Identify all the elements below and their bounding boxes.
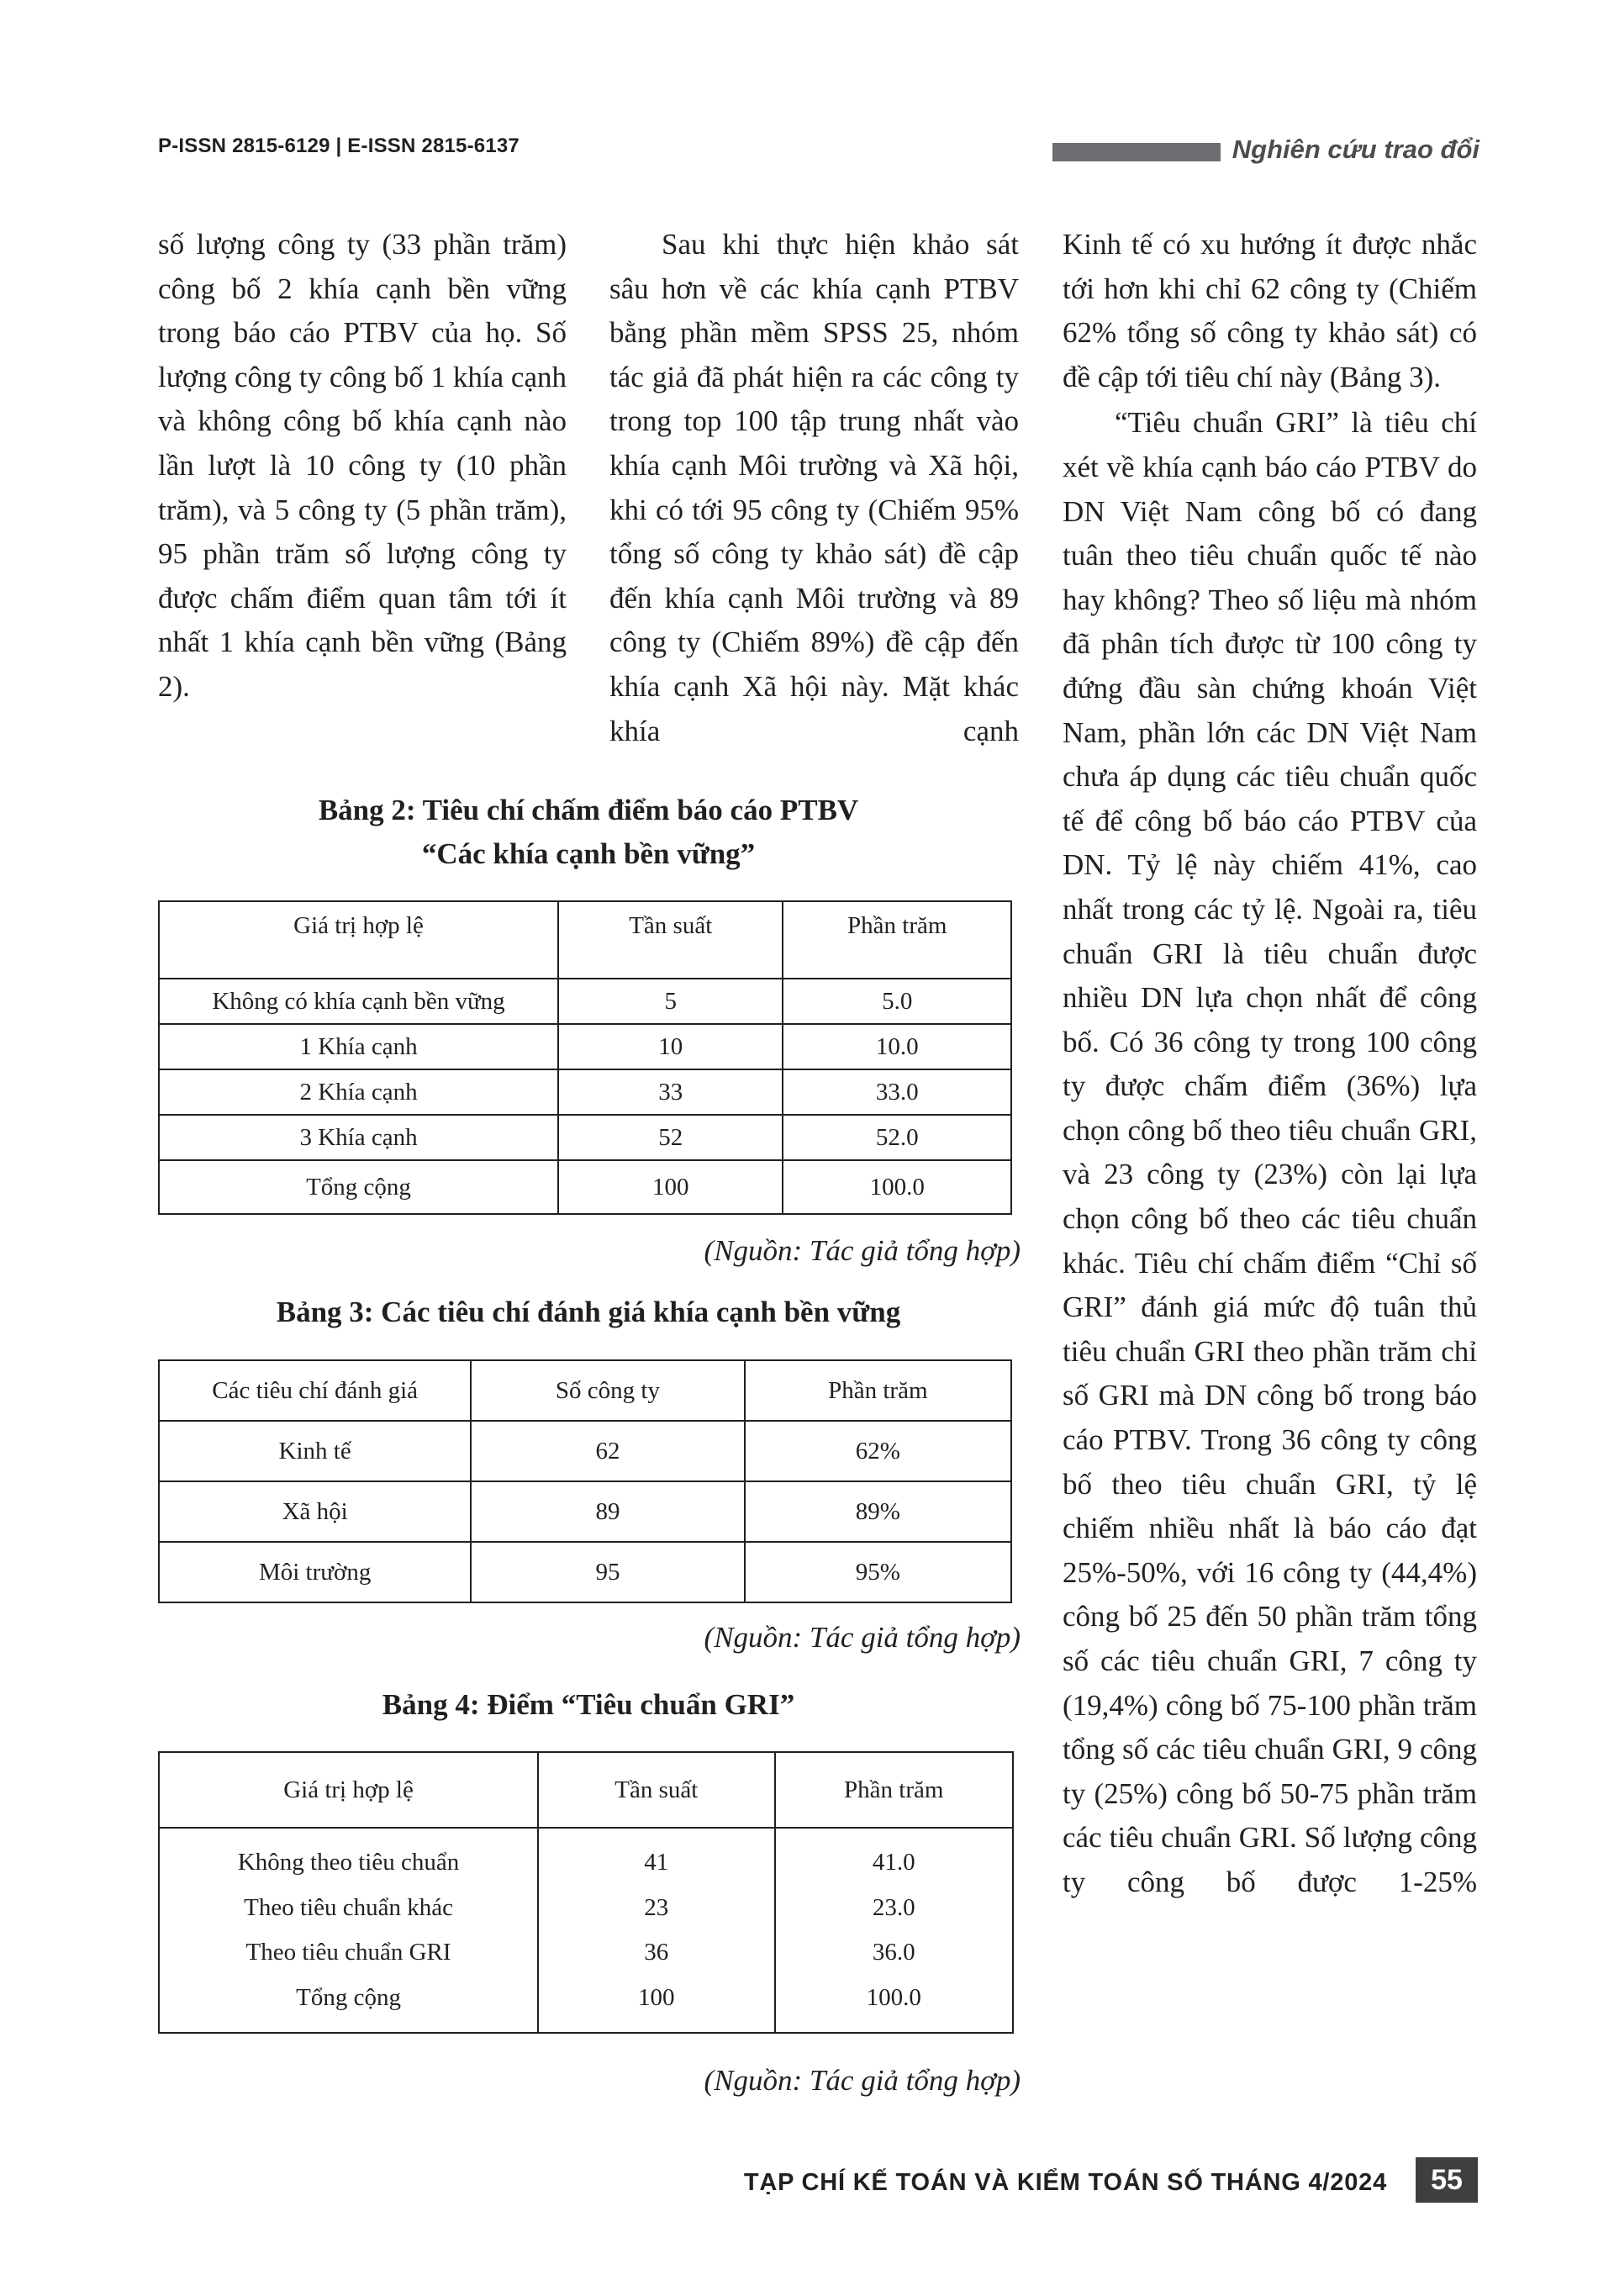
table-row (159, 1160, 1011, 1214)
table-cell: Tổng cộng (159, 1976, 538, 2034)
table-cell: 89% (745, 1481, 1011, 1542)
table-cell: 1 Khía cạnh (159, 1024, 558, 1069)
table-row (159, 1542, 1011, 1602)
column-1 (158, 223, 567, 710)
page-number: 55 (1416, 2157, 1478, 2203)
table-cell: 41 (538, 1828, 774, 1886)
table-cell: 89 (471, 1481, 744, 1542)
paragraph: Kinh tế có xu hướng ít được nhắc tới hơn khi chỉ 62 công ty (Chiếm 62% tổng số công ty khảo sát) có đề cập tới tiêu chí này (Bảng 3). (1063, 228, 1477, 393)
table-cell: 2 Khía cạnh (159, 1069, 558, 1115)
table-cell: Tổng cộng (159, 1160, 558, 1214)
paragraph: “Tiêu chuẩn GRI” là tiêu chí xét về khía cạnh báo cáo PTBV do DN Việt Nam công bố có đang tuân theo tiêu chuẩn quốc tế nào hay không? Theo số liệu mà nhóm đã phân tích được từ 100 công ty đứng đầu sàn chứng khoán Việt Nam, phần lớn các DN Việt Nam chưa áp dụng các tiêu chuẩn quốc tế để công bố báo cáo PTBV của DN. Tỷ lệ này chiếm 41%, cao nhất trong các tỷ lệ. Ngoài ra, tiêu chuẩn GRI là tiêu chuẩn được nhiều DN lựa chọn nhất để công bố. Có 36 công ty trong 100 công ty được chấm điểm (36%) lựa chọn công bố theo tiêu chuẩn GRI, và 23 công ty (23%) còn lại lựa chọn công bố theo các tiêu chuẩn khác. Tiêu chí chấm điểm “Chỉ số GRI” đánh giá mức độ tuân thủ tiêu chuẩn GRI theo phần trăm chỉ số GRI mà DN công bố trong báo cáo PTBV. Trong 36 công ty công bố theo tiêu chuẩn GRI, tỷ lệ chiếm nhiều nhất là báo cáo đạt 25%-50%, với 16 công ty (44,4%) công bố 25 đến 50 phần trăm tổng số các tiêu chuẩn GRI, 7 công ty (19,4%) công bố 75-100 phần trăm tổng số các tiêu chuẩn GRI, 9 công ty (25%) công bố 50-75 phần trăm các tiêu chuẩn GRI. Số lượng công ty công bố được 1-25% (1063, 406, 1477, 1898)
table-row (159, 1421, 1011, 1481)
table-row (159, 1115, 1011, 1160)
table-cell: Xã hội (159, 1481, 471, 1542)
table-3-source: (Nguồn: Tác giả tổng hợp) (704, 1621, 1021, 1654)
journal-footer: TẠP CHÍ KẾ TOÁN VÀ KIỂM TOÁN SỐ THÁNG 4/2024 (743, 2169, 1387, 2196)
table-4-caption: Bảng 4: Điểm “Tiêu chuẩn GRI” (382, 1688, 795, 1721)
table-cell: Không theo tiêu chuẩn (159, 1828, 538, 1886)
table-3 (158, 1359, 1012, 1603)
table-cell: 33.0 (783, 1069, 1011, 1115)
table-cell: 3 Khía cạnh (159, 1115, 558, 1160)
table-cell: Theo tiêu chuẩn khác (159, 1886, 538, 1931)
table-cell: 5.0 (783, 979, 1011, 1024)
table-2 (158, 900, 1012, 1215)
table-header: Tần suất (558, 901, 783, 979)
table-cell: 95% (745, 1542, 1011, 1602)
table-cell: 41.0 (872, 1849, 915, 1876)
table-row (159, 979, 1011, 1024)
table-cell: 36 (538, 1930, 774, 1976)
table-row (159, 1930, 1013, 1976)
section-title: Nghiên cứu trao đổi (1232, 135, 1480, 164)
table-header: Các tiêu chí đánh giá (159, 1360, 471, 1421)
table-cell: Theo tiêu chuẩn GRI (159, 1930, 538, 1976)
paragraph: số lượng công ty (33 phần trăm) công bố 2 khía cạnh bền vững trong báo cáo PTBV của họ. Số lượng công ty công bố 1 khía cạnh và không công bố khía cạnh nào lần lượt là 10 công ty (10 phần trăm), và 5 công ty (5 phần trăm), 95 phần trăm số lượng công ty được chấm điểm quan tâm tới ít nhất 1 khía cạnh bền vững (Bảng 2). (158, 228, 567, 703)
table-row (159, 1069, 1011, 1115)
column-3 (1063, 223, 1477, 1905)
table-4 (158, 1751, 1014, 2034)
table-row (159, 1886, 1013, 1931)
table-2-caption (158, 789, 1019, 876)
table-cell: Môi trường (159, 1542, 471, 1602)
table-4-source: (Nguồn: Tác giả tổng hợp) (704, 2064, 1021, 2097)
table-row (159, 1024, 1011, 1069)
table-cell: 52.0 (783, 1115, 1011, 1160)
paragraph: Sau khi thực hiện khảo sát sâu hơn về các khía cạnh PTBV bằng phần mềm SPSS 25, nhóm tác giả đã phát hiện ra các công ty trong top 100 tập trung nhất vào khía cạnh Môi trường và Xã hội, khi có tới 95 công ty (Chiếm 95% tổng số công ty khảo sát) đề cập đến khía cạnh Môi trường và 89 công ty (Chiếm 89%) đề cập đến khía cạnh Xã hội này. Mặt khác khía cạnh (609, 228, 1019, 747)
table-header: Số công ty (471, 1360, 744, 1421)
table-cell: 33 (558, 1069, 783, 1115)
table-cell: 10 (558, 1024, 783, 1069)
table-header: Giá trị hợp lệ (159, 901, 558, 979)
table-cell: 36.0 (872, 1939, 915, 1966)
table-cell: 5 (558, 979, 783, 1024)
table-2-title-line2: “Các khía cạnh bền vững” (421, 837, 756, 870)
table-cell: 95 (471, 1542, 744, 1602)
table-header: Giá trị hợp lệ (159, 1752, 538, 1828)
table-cell: 100 (538, 1976, 774, 2034)
table-cell: 62 (471, 1421, 744, 1481)
header-bar (1052, 143, 1221, 161)
table-2-source: (Nguồn: Tác giả tổng hợp) (704, 1234, 1021, 1267)
table-header: Phần trăm (745, 1360, 1011, 1421)
issn-header: P-ISSN 2815-6129 | E-ISSN 2815-6137 (158, 135, 520, 157)
table-header: Tần suất (538, 1752, 774, 1828)
table-3-caption: Bảng 3: Các tiêu chí đánh giá khía cạnh bền vững (276, 1296, 901, 1328)
column-2 (609, 223, 1019, 753)
table-cell: 100.0 (866, 1983, 921, 2011)
table-cell: 100 (558, 1160, 783, 1214)
table-row (159, 1976, 1013, 2034)
table-cell: 100.0 (783, 1160, 1011, 1214)
table-cell: Kinh tế (159, 1421, 471, 1481)
table-cell: 62% (745, 1421, 1011, 1481)
table-cell: 23 (538, 1886, 774, 1931)
table-header: Phần trăm (783, 901, 1011, 979)
table-cell: Không có khía cạnh bền vững (159, 979, 558, 1024)
table-cell: 23.0 (872, 1893, 915, 1921)
table-cell: 10.0 (783, 1024, 1011, 1069)
table-row (159, 1828, 1013, 1886)
table-row (159, 1481, 1011, 1542)
table-2-title-line1: Bảng 2: Tiêu chí chấm điểm báo cáo PTBV (318, 794, 859, 826)
table-header: Phần trăm (775, 1752, 1013, 1828)
table-cell: 52 (558, 1115, 783, 1160)
